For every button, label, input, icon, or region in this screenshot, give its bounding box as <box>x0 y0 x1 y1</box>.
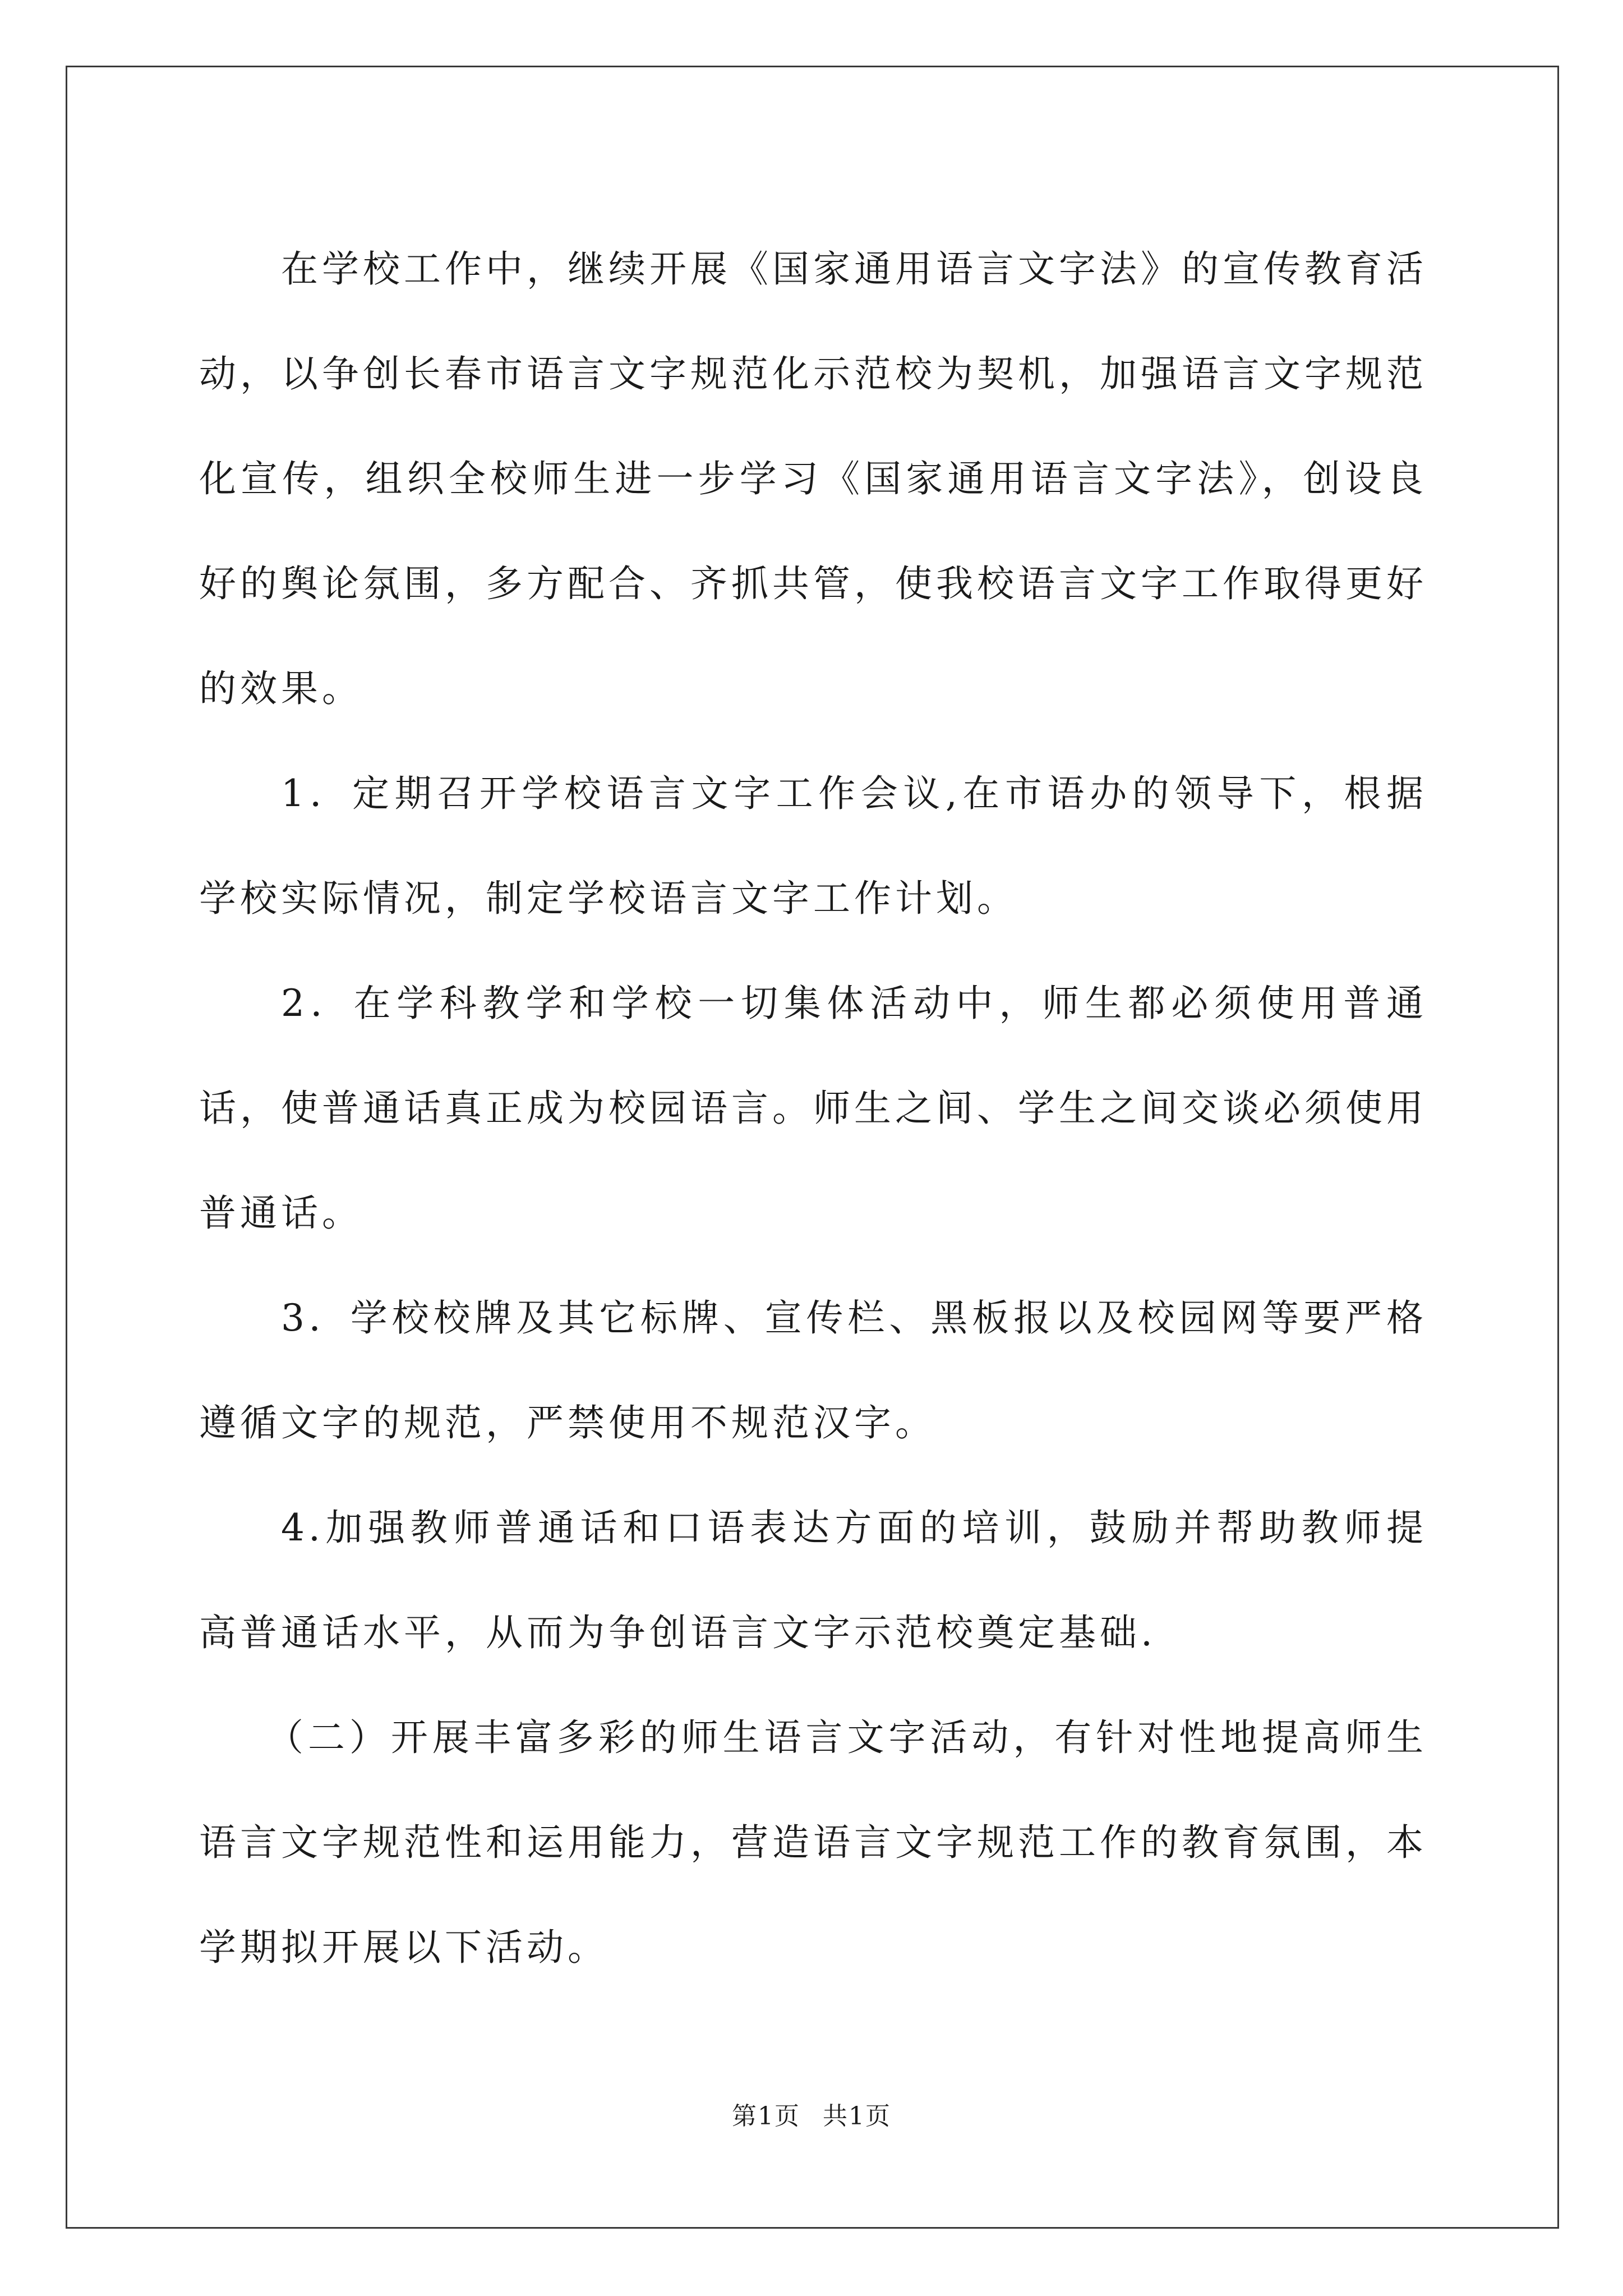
page-number-total: 共1页 <box>823 2102 891 2131</box>
page-number-current: 第1页 <box>732 2102 800 2131</box>
page-footer <box>0 2096 1623 2132</box>
document-body <box>199 217 1427 2000</box>
paragraph-item-1: 1．定期召开学校语言文字工作会议,在市语办的领导下，根据学校实际情况，制定学校语言文字工作计划。 <box>199 772 1427 920</box>
paragraph-item-4: 4.加强教师普通话和口语表达方面的培训，鼓励并帮助教师提高普通话水平，从而为争创语言文字示范校奠定基础. <box>199 1506 1427 1654</box>
paragraph-item-3: 3．学校校牌及其它标牌、宣传栏、黑板报以及校园网等要严格遵循文字的规范，严禁使用不规范汉字。 <box>199 1296 1427 1444</box>
paragraph-section-2: （二）开展丰富多彩的师生语言文字活动，有针对性地提高师生语言文字规范性和运用能力，营造语言文字规范工作的教育氛围，本学期拟开展以下活动。 <box>199 1716 1427 1969</box>
paragraph-item-2: 2．在学科教学和学校一切集体活动中，师生都必须使用普通话，使普通话真正成为校园语言。师生之间、学生之间交谈必须使用普通话。 <box>199 982 1427 1235</box>
paragraph-intro: 在学校工作中，继续开展《国家通用语言文字法》的宣传教育活动，以争创长春市语言文字规范化示范校为契机，加强语言文字规范化宣传，组织全校师生进一步学习《国家通用语言文字法》，创设良好的舆论氛围，多方配合、齐抓共管，使我校语言文字工作取得更好的效果。 <box>199 247 1427 710</box>
